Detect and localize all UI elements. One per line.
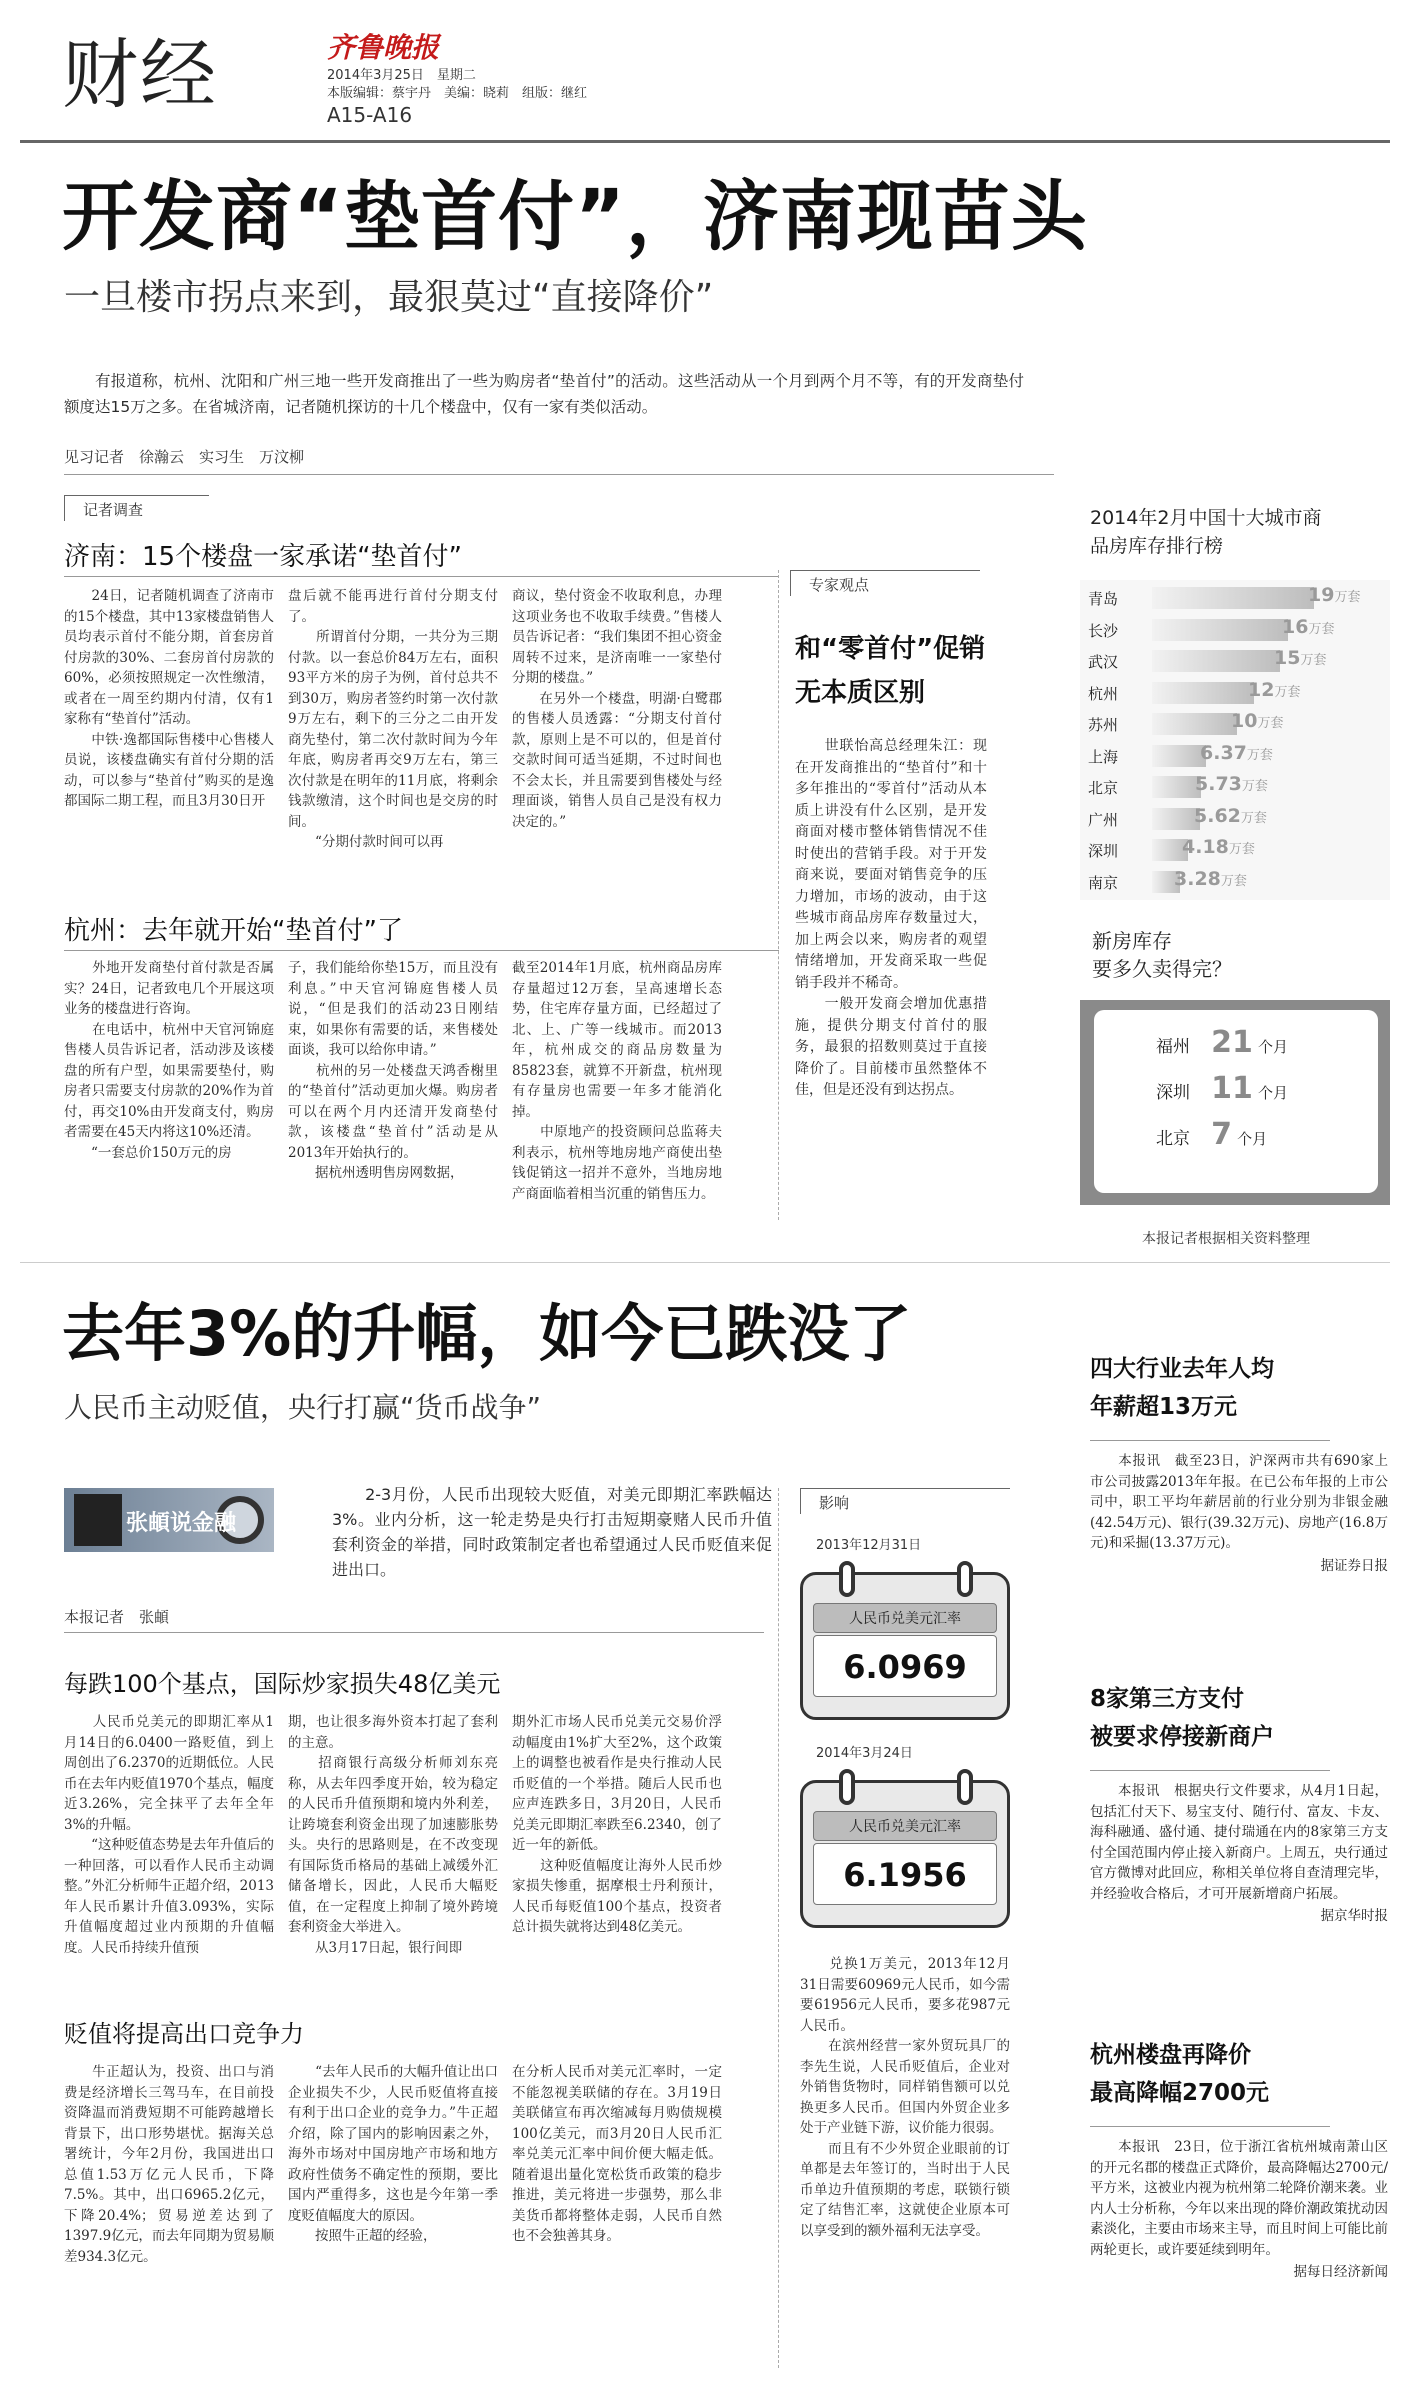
chart-bar-row (1080, 868, 1390, 896)
chart-category-label: 上海 (1088, 747, 1119, 766)
story1-lede: 有报道称，杭州、沈阳和广州三地一些开发商推出了一些为购房者“垫首付”的活动。这些活动从一个月到两个月不等，有的开发商垫付额度达15万之多。在省城济南，记者随机探访的十几个楼盘中，仅有一家有类似活动。 (64, 372, 1024, 416)
section-title: 财经 (62, 30, 218, 119)
chart-data-label: 10万套 (1231, 710, 1284, 732)
brief-title: 被要求停接新商户 (1090, 1724, 1274, 1750)
expert-body: 世联怡高总经理朱江：现在开发商推出的“垫首付”和十多年推出的“零首付”活动从本质上讲没有什么区别，是开发商面对楼市整体销售情况不佳时使出的营销手段。对于开发商来说，要面对销售竞争的压力增加，市场的波动，由于这些城市商品房库存数量过大，加上两会以来，购房者的观望情绪增加，开发商采取一些促销手段并不稀奇。 一般开发商会增加优惠措施，提供分期支付首付的服务，最狠的招数则莫过于直接降价了。目前楼市虽然整体不佳，但是还没有到达拐点。 (795, 738, 987, 1098)
part2-col-2: “去年人民币的大幅升值让出口企业损失不少，人民币贬值将直接有利于出口企业的竞争力。”牛正超介绍，除了国内的影响因素之外，海外市场对中国房地产市场和地方政府性债务不确定性的预期，要比国内严重得多，这也是今年第一季度贬值幅度大的原因。 按照牛正超的经验， (288, 2064, 498, 2244)
hangzhou-heading: 杭州：去年就开始“垫首付”了 (64, 916, 403, 946)
chart-bar-row (1080, 773, 1390, 801)
brief-source: 据每日经济新闻 (1293, 2264, 1388, 2280)
sidebar-source: 本报记者根据相关资料整理 (1142, 1231, 1310, 1247)
chart-bar (1152, 682, 1254, 704)
sell-unit: 个月 (1257, 1038, 1288, 1056)
hangzhou-col-2: 子，我们能给你垫15万，而且没有利息。”中天官河锦庭售楼人员说，“但是我们的活动23日刚结束，如果你有需要的话，来售楼处面谈，我可以给你申请。” 杭州的另一处楼盘天鸿香榭里的“垫首付”活动更加火爆。购房者可以在两个月内还清开发商垫付款，该楼盘“垫首付”活动是从2013年开始执行的。 据杭州透明售房网数据， (288, 960, 498, 1181)
story1-headline: 开发商“垫首付”，济南现苗头 (62, 172, 1088, 261)
chart-category-label: 苏州 (1088, 716, 1119, 734)
sell-row (1156, 1117, 1267, 1152)
column-logo (64, 1488, 274, 1552)
chart-category-label: 青岛 (1088, 590, 1119, 608)
chart-bar-row (1080, 710, 1390, 738)
chart-category-label: 深圳 (1088, 842, 1119, 860)
sell-unit: 个月 (1257, 1084, 1288, 1102)
jinan-col-1: 24日，记者随机调查了济南市的15个楼盘，其中13家楼盘销售人员均表示首付不能分期，首套房首付房款的30%、二套房首付房款的60%，必须按照规定一次性缴清，或者在一周至约期内付清，仅有1家称有“垫首付”活动。 中铁·逸都国际售楼中心售楼人员说，该楼盘确实有首付分期的活动，可以参与“垫首付”购买的是逸都国际二期工程，而且3月30日开 (64, 588, 274, 809)
chart-bar (1152, 745, 1206, 767)
part2-col-3: 在分析人民币对美元汇率时，一定不能忽视美联储的存在。3月19日美联储宣布再次缩减每月购债规模100亿美元，而3月20日人民币汇率兑美元汇率中间价便大幅走低。随着退出量化宽松货币政策的稳步推进，美元将进一步强势，那么非美货币都将整体走弱，人民币自然也不会独善其身。 (512, 2064, 722, 2244)
page-range: A15-A16 (327, 103, 413, 127)
section-tag-reporter: 记者调查 (64, 495, 209, 521)
chart-bar-row (1080, 616, 1390, 644)
chart-data-label: 15万套 (1274, 647, 1327, 669)
editor-line: 本版编辑：蔡宇丹 美编：晓莉 组版：继红 (327, 86, 588, 101)
paper-name: 齐鲁晚报 (327, 31, 440, 64)
impact-tag: 影响 (800, 1488, 1010, 1514)
chart-bar (1152, 808, 1200, 830)
brief-body: 本报讯 根据央行文件要求，从4月1日起，包括汇付天下、易宝支付、随行付、富友、卡友、海科融通、盛付通、捷付瑞通在内的8家第三方支付全国范围内停止接入新商户。上周五，央行通过官方微博对此回应，称相关单位将自查清理完毕，并经验收合格后，才可开展新增商户拓展。 (1090, 1783, 1388, 1902)
chart-category-label: 北京 (1088, 779, 1119, 797)
date-line: 2014年3月25日 星期二 (327, 68, 476, 83)
sell-city: 福州 (1156, 1037, 1190, 1057)
story2-top-rule (20, 1262, 1390, 1263)
byline-rule (64, 474, 1054, 475)
story2-byline: 本报记者 张頔 (64, 1608, 170, 1626)
story1-byline: 见习记者 徐瀚云 实习生 万汶柳 (64, 448, 305, 466)
chart-unit-label: 万套 (1240, 810, 1267, 826)
chart-bar-row (1080, 742, 1390, 770)
calendar-ring (839, 1769, 855, 1805)
brief-source: 据京华时报 (1320, 1908, 1388, 1924)
impact-divider (778, 1488, 779, 2368)
chart-data-label: 19万套 (1308, 584, 1361, 606)
sell-city: 北京 (1156, 1129, 1190, 1149)
chart-bar-row (1080, 805, 1390, 833)
chart-unit-label: 万套 (1228, 842, 1255, 857)
jinan-heading-rule (64, 576, 779, 577)
brief-1 (1090, 1350, 1388, 1574)
chart-category-label: 杭州 (1088, 684, 1119, 703)
chart-unit-label: 万套 (1246, 747, 1273, 763)
brief-body: 本报讯 23日，位于浙江省杭州城南萧山区的开元名郡的楼盘正式降价，最高降幅达2700元/平方米，这被业内视为杭州第二轮降价潮来袭。业内人士分析称，今年以来出现的降价潮政策扰动因素淡化，主要由市场来主导，而且时间上可能比前两轮更长，或许要延续到明年。 (1090, 2139, 1388, 2258)
soldier-icon (74, 1494, 122, 1546)
hangzhou-col-1: 外地开发商垫付首付款是否属实？24日，记者致电几个开展这项业务的楼盘进行咨询。 在电话中，杭州中天官河锦庭售楼人员告诉记者，活动涉及该楼盘的所有户型，如果需要垫付，购房者只需要支付房款的20%作为首付，再交10%由开发商支付，购房者需要在45天内将这10%还清。 “一套总价150万元的房 (64, 960, 274, 1161)
story2-subhead: 人民币主动贬值，央行打赢“货币战争” (64, 1391, 542, 1424)
hangzhou-heading-rule (64, 950, 779, 951)
part2-heading: 贬值将提高出口竞争力 (64, 2020, 304, 2048)
rate-label-1: 人民币兑美元汇率 (849, 1611, 961, 1627)
jinan-col-2: 盘后就不能再进行首付分期支付了。 所谓首付分期，一共分为三期付款。以一套总价84万左右，面积93平方米的房子为例，首付总共不到30万，购房者签约时第一次付款9万左右，剩下的三分之二由开发商先垫付，第二次付款时间为今年年底，购房者再交9万左右，第三次付款是在明年的11月底，将剩余钱款缴清，这个时间也是交房的时间。 “分期付款时间可以再 (288, 588, 498, 850)
sell-city: 深圳 (1156, 1083, 1190, 1103)
brief-3 (1090, 2036, 1388, 2280)
expert-divider (778, 570, 779, 1220)
chart-title: 2014年2月中国十大城市商品房库存排行榜 (1090, 507, 1322, 557)
part1-col-2: 期，也让很多海外资本打起了套利的主意。 招商银行高级分析师刘东亮称，从去年四季度开始，较为稳定的人民币升值预期和境内外利差，让跨境套利资金出现了加速膨胀势头。央行的思路则是，在不改变现有国际货币格局的基础上减缓外汇储备增长，因此，人民币大幅贬值，在一定程度上抑制了境外跨境套利资金大举进入。 从3月17日起，银行间即 (288, 1714, 498, 1956)
sell-question-2: 要多久卖得完？ (1092, 957, 1232, 981)
chart-bar-row (1080, 584, 1390, 612)
calendar-ring (957, 1769, 973, 1805)
rate-label-2: 人民币兑美元汇率 (849, 1819, 961, 1835)
chart-data-label: 3.28万套 (1174, 867, 1247, 890)
rate-value-2: 6.1956 (843, 1856, 967, 1894)
brief-2 (1090, 1680, 1388, 1924)
sell-unit: 个月 (1237, 1130, 1268, 1148)
brief-rule (1090, 2126, 1330, 2127)
brief-title: 杭州楼盘再降价 (1090, 2042, 1251, 2068)
calendar-ring (957, 1561, 973, 1597)
brief-body: 本报讯 截至23日，沪深两市共有690家上市公司披露2013年年报。在已公布年报的上市公司中，职工平均年薪居前的行业分别为非银金融(42.54万元)、银行(39.32万元)、房地产(16.8万元)和采掘(13.37万元)。 (1090, 1453, 1388, 1551)
chart-data-label: 6.37万套 (1200, 741, 1273, 764)
sell-months: 21 (1211, 1025, 1253, 1060)
sell-row (1156, 1071, 1288, 1106)
chart-bar-row (1080, 647, 1390, 675)
chart-category-label: 广州 (1088, 810, 1119, 829)
chart-unit-label: 万套 (1274, 684, 1301, 700)
chart-bar (1152, 776, 1201, 798)
chart-unit-label: 万套 (1241, 779, 1268, 794)
rate-calendar-2 (800, 1780, 1010, 1928)
part1-col-1: 人民币兑美元的即期汇率从1月14日的6.0400一路贬值，到上周创出了6.2370的近期低位。人民币在去年内贬值1970个基点，幅度近3.26%，完全抹平了去年全年3%的升幅。 “这种贬值态势是去年升值后的一种回落，可以看作人民币主动调整。”外汇分析师牛正超介绍，2013年人民币累计升值3.093%，实际升值幅度超过业内预期的升值幅度。人民币持续升值预 (64, 1714, 275, 1956)
story2-lede: 2-3月份，人民币出现较大贬值，对美元即期汇率跌幅达3%。业内分析，这一轮走势是央行打击短期豪赌人民币升值套利资金的举措，同时政策制定者也希望通过人民币贬值来促进出口。 (332, 1485, 772, 1579)
sell-time-box (1080, 1000, 1390, 1205)
impact-body: 兑换1万美元，2013年12月31日需要60969元人民币，如今需要61956元人民币，要多花987元人民币。 在滨州经营一家外贸玩具厂的李先生说，人民币贬值后，企业对外销售货物时，同样销售额可以兑换更多人民币。但国内外贸企业多处于产业链下游，议价能力很弱。 而且有不少外贸企业眼前的订单都是去年签订的，当时出于人民币单边升值预期的考虑，联锁行锁定了结售汇率，这就使企业原本可以享受到的额外福利无法享受。 (800, 1956, 1010, 2239)
masthead-rule (20, 140, 1390, 143)
brief-rule (1090, 1440, 1330, 1441)
brief-rule (1090, 1770, 1330, 1771)
chart-category-label: 南京 (1088, 873, 1119, 892)
hangzhou-col-3: 截至2014年1月底，杭州商品房库存量超过12万套，呈高速增长态势，住宅库存量方面，已经超过了北、上、广等一线城市。而2013年，杭州成交的商品房数量为85823套，就算不开新盘，杭州现有存量房也需要一年多才能消化掉。 中原地产的投资顾问总监蒋夫利表示，杭州等地房地产商使出垫钱促销这一招并不意外，当地房地产商面临着相当沉重的销售压力。 (512, 960, 722, 1202)
calendar-header (813, 1603, 997, 1633)
chart-bar-row (1080, 836, 1390, 864)
rate-calendar-1 (800, 1572, 1010, 1720)
brief-title: 年薪超13万元 (1090, 1394, 1238, 1420)
sell-time-inner (1094, 1010, 1378, 1193)
column-logo-text: 张頔说金融 (126, 1511, 237, 1536)
expert-title-1: 和“零首付”促销 (795, 634, 986, 664)
sell-months: 11 (1211, 1071, 1253, 1106)
rate-value-1: 6.0969 (843, 1648, 967, 1686)
chart-category-label: 武汉 (1088, 653, 1119, 671)
brief-title: 四大行业去年人均 (1090, 1356, 1274, 1382)
chart-bar (1152, 619, 1288, 641)
brief-title: 最高降幅2700元 (1090, 2080, 1270, 2106)
story2-headline: 去年3%的升幅，如今已跌没了 (62, 1297, 912, 1370)
inventory-bars (1080, 584, 1390, 904)
chart-unit-label: 万套 (1257, 716, 1284, 731)
sell-months: 7 (1211, 1117, 1232, 1152)
chart-unit-label: 万套 (1334, 590, 1361, 605)
chart-unit-label: 万套 (1308, 621, 1335, 637)
brief-source: 据证券日报 (1320, 1557, 1388, 1574)
chart-bar-row (1080, 679, 1390, 707)
chart-bar (1152, 713, 1237, 735)
story2-byline-rule (64, 1632, 764, 1633)
chart-category-label: 长沙 (1088, 621, 1119, 640)
story1-subhead: 一旦楼市拐点来到，最狠莫过“直接降价” (64, 277, 714, 318)
part1-heading: 每跌100个基点，国际炒家损失48亿美元 (64, 1670, 501, 1698)
expert-tag: 专家观点 (790, 570, 980, 596)
expert-title-2: 无本质区别 (795, 678, 926, 708)
chart-data-label: 5.62万套 (1194, 804, 1267, 827)
impact-date-1: 2013年12月31日 (816, 1538, 922, 1553)
calendar-ring (839, 1561, 855, 1597)
brief-title: 8家第三方支付 (1090, 1686, 1245, 1712)
chart-unit-label: 万套 (1220, 873, 1247, 889)
chart-unit-label: 万套 (1300, 653, 1327, 668)
sell-row (1156, 1025, 1288, 1060)
calendar-face (813, 1635, 997, 1697)
part1-col-3: 期外汇市场人民币兑美元交易价浮动幅度由1%扩大至2%，这个政策上的调整也被看作是央行推动人民币贬值的一个举措。随后人民币也应声连跌多日，3月20日，人民币兑美元即期汇率跌至6.2340，创了近一年的新低。 这种贬值幅度让海外人民币炒家损失惨重，据摩根士丹利预计，人民币每贬值100个基点，投资者总计损失就将达到48亿美元。 (512, 1714, 722, 1935)
jinan-col-3: 商议，垫付资金不收取利息，办理这项业务也不收取手续费。”售楼人员告诉记者：“我们集团不担心资金周转不过来，是济南唯一一家垫付分期的楼盘。” 在另外一个楼盘，明湖·白鹭郡的售楼人员透露：“分期支付首付款，原则上是不可以的，但是首付交款时间可适当延期，不过时间也不会太长，并且需要到售楼处与经理面谈，销售人员自己是没有权力决定的。” (512, 588, 722, 830)
jinan-heading: 济南：15个楼盘一家承诺“垫首付” (64, 542, 463, 572)
inventory-chart (1080, 580, 1390, 900)
part2-col-1: 牛正超认为，投资、出口与消费是经济增长三驾马车，在目前投资降温而消费短期不可能跨越增长背景下，出口形势堪忧。据海关总署统计，今年2月份，我国进出口总值1.53万亿元人民币，下降7.5%。其中，出口6965.2亿元，下降20.4%；贸易逆差达到了1397.9亿元，而去年同期为贸易顺差934.3亿元。 (64, 2064, 274, 2265)
calendar-face (813, 1843, 997, 1905)
chart-data-label: 5.73万套 (1195, 773, 1268, 795)
chart-data-label: 4.18万套 (1182, 836, 1255, 858)
chart-data-label: 16万套 (1282, 615, 1335, 638)
chart-bar (1152, 587, 1314, 609)
impact-date-2: 2014年3月24日 (816, 1746, 913, 1761)
calendar-header (813, 1811, 997, 1841)
chart-bar (1152, 650, 1280, 672)
sell-question-1: 新房库存 (1092, 929, 1172, 953)
chart-data-label: 12万套 (1248, 678, 1301, 701)
